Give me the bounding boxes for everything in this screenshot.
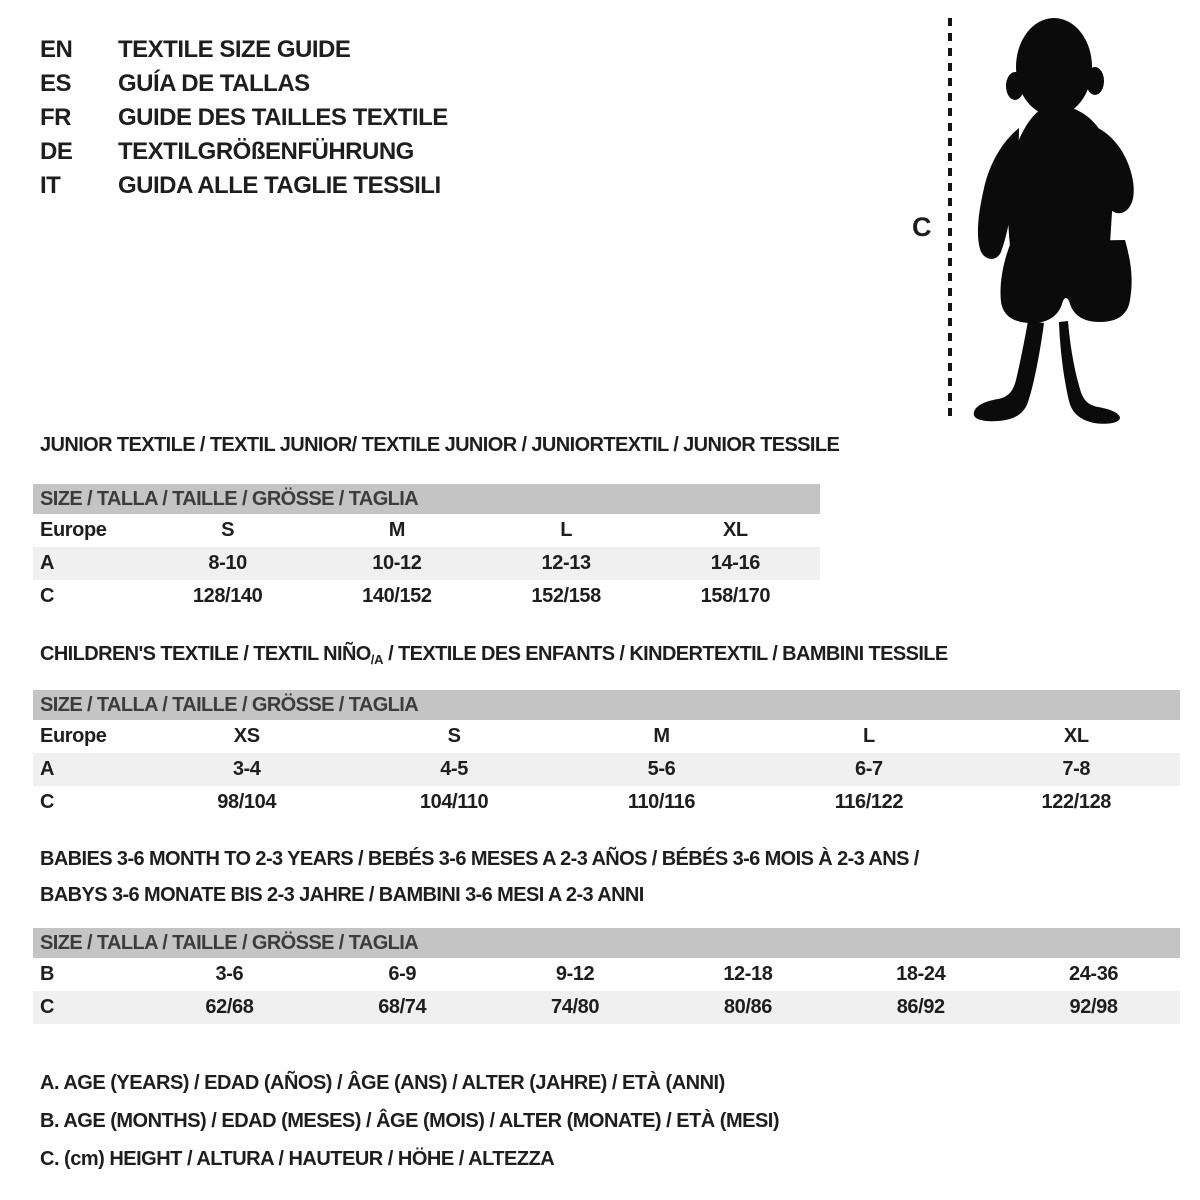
babies-size-header-bar: SIZE / TALLA / TAILLE / GRÖSSE / TAGLIA [33,928,1180,958]
lang-code: FR [40,104,71,131]
language-title-list [40,33,448,203]
size-cell: M [388,519,405,541]
legend-notes [40,1064,779,1178]
height-cell: 80/86 [723,996,772,1018]
lang-code: ES [40,70,72,97]
lang-row-es [40,67,448,101]
age-cell: 24-36 [1068,963,1119,985]
babies-section-title-line1: BABIES 3-6 MONTH TO 2-3 YEARS / BEBÉS 3-6 MESES A 2-3 AÑOS / BÉBÉS 3-6 MOIS À 2-3 ANS / [40,848,919,870]
age-cell: 12-13 [541,552,591,574]
height-cell: 122/128 [1041,791,1112,813]
babies-age-row [33,958,1180,991]
age-cell: 4-5 [440,758,468,780]
note-age-months: B. AGE (MONTHS) / EDAD (MESES) / ÂGE (MOIS) / ALTER (MONATE) / ETÀ (MESI) [40,1109,780,1132]
children-title-part2: / TEXTILE DES ENFANTS / KINDERTEXTIL / BAMBINI TESSILE [383,643,948,665]
size-cell: M [653,725,670,747]
row-label: Europe [40,725,107,747]
size-cell: S [221,519,235,541]
height-cell: 152/158 [531,585,601,607]
children-europe-row [33,720,1180,753]
junior-europe-row [33,514,820,547]
lang-code: EN [40,36,73,63]
height-measure-dashed-line [948,18,952,416]
row-label: Europe [40,519,107,541]
size-cell: S [447,725,461,747]
height-cell: 128/140 [192,585,263,607]
note-height-cm: C. (cm) HEIGHT / ALTURA / HAUTEUR / HÖHE / ALTEZZA [40,1147,555,1170]
lang-title: GUIDA ALLE TAGLIE TESSILI [118,172,441,199]
size-cell: L [560,519,573,541]
junior-section-title: JUNIOR TEXTILE / TEXTIL JUNIOR/ TEXTILE JUNIOR / JUNIORTEXTIL / JUNIOR TESSILE [40,434,840,456]
lang-row-fr [40,101,448,135]
age-cell: 6-9 [388,963,417,985]
row-label: C [40,585,55,607]
height-cell: 110/116 [627,791,696,813]
babies-section-title-line2: BABYS 3-6 MONATE BIS 2-3 JAHRE / BAMBINI 3-6 MESI A 2-3 ANNI [40,884,644,906]
size-cell: L [862,725,875,747]
lang-title: TEXTILGRÖßENFÜHRUNG [118,138,414,165]
row-label: C [40,791,55,813]
size-cell: XS [233,725,260,747]
children-section-title [40,643,948,667]
row-label: A [40,758,55,780]
note-age-years: A. AGE (YEARS) / EDAD (AÑOS) / ÂGE (ANS) / ALTER (JAHRE) / ETÀ (ANNI) [40,1071,725,1094]
height-cell: 116/122 [834,791,904,813]
height-cell: 104/110 [419,791,489,813]
row-label: C [40,996,55,1018]
junior-size-header-bar: SIZE / TALLA / TAILLE / GRÖSSE / TAGLIA [33,484,820,514]
row-label: B [40,963,55,985]
junior-age-row [33,547,820,580]
toddler-silhouette-icon [961,14,1137,426]
size-cell: XL [722,519,748,541]
age-cell: 8-10 [208,552,247,574]
children-title-sub: /A [370,652,384,667]
lang-code: DE [40,138,73,165]
lang-title: TEXTILE SIZE GUIDE [118,36,351,63]
lang-title: GUÍA DE TALLAS [118,70,310,97]
babies-height-row [33,991,1180,1024]
age-cell: 10-12 [372,552,422,574]
lang-row-en [40,33,448,67]
height-cell: 92/98 [1069,996,1118,1018]
age-cell: 7-8 [1062,758,1091,780]
height-cell: 158/170 [700,585,771,607]
lang-row-de [40,135,448,169]
age-cell: 9-12 [555,963,595,985]
age-cell: 6-7 [855,758,883,780]
children-size-table [33,690,1180,819]
height-cell: 74/80 [551,996,600,1018]
children-height-row [33,786,1180,819]
height-measure-label: C [912,212,932,242]
babies-size-table [33,928,1180,1024]
lang-code: IT [40,172,61,199]
row-label: A [40,552,55,574]
junior-height-row [33,580,820,613]
height-cell: 140/152 [362,585,432,607]
age-cell: 12-18 [723,963,773,985]
height-cell: 98/104 [217,791,277,813]
children-size-header-bar: SIZE / TALLA / TAILLE / GRÖSSE / TAGLIA [33,690,1180,720]
lang-row-it [40,169,448,203]
age-cell: 5-6 [647,758,676,780]
junior-size-table [33,484,820,613]
height-cell: 68/74 [378,996,427,1018]
age-cell: 3-6 [215,963,244,985]
size-cell: XL [1063,725,1089,747]
age-cell: 14-16 [710,552,760,574]
children-title-part1: CHILDREN'S TEXTILE / TEXTIL NIÑO [40,643,371,665]
children-age-row [33,753,1180,786]
age-cell: 3-4 [232,758,261,780]
height-cell: 62/68 [205,996,254,1018]
lang-title: GUIDE DES TAILLES TEXTILE [118,104,448,131]
height-cell: 86/92 [896,996,945,1018]
age-cell: 18-24 [896,963,946,985]
